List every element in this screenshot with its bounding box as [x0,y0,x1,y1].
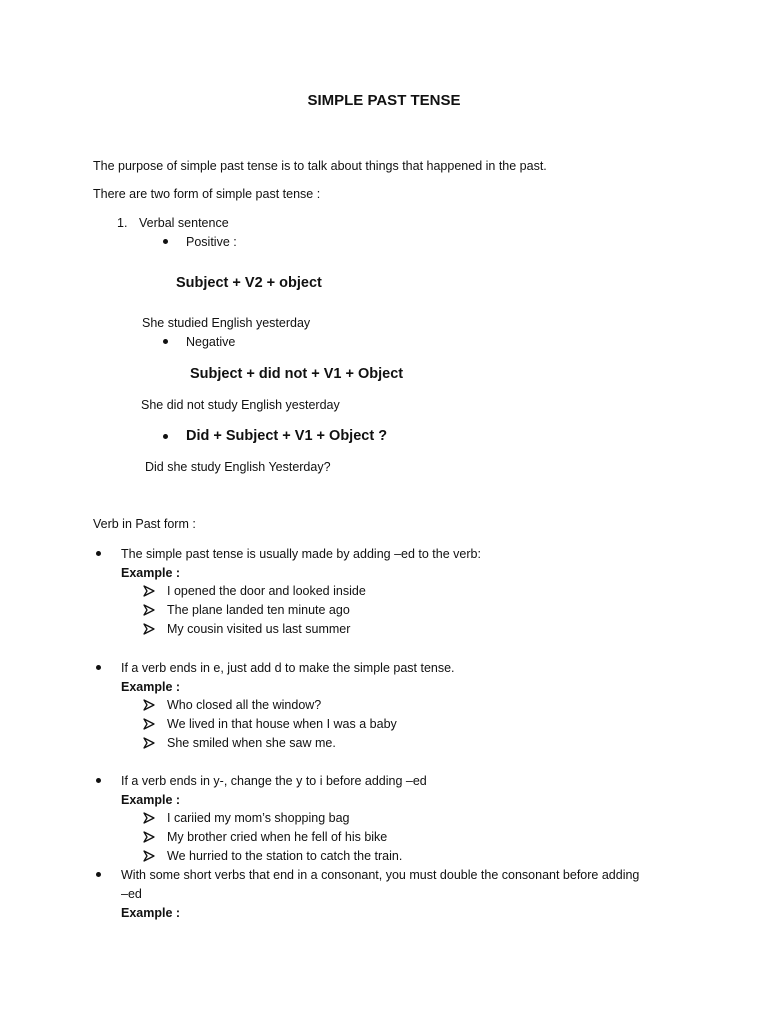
positive-example: She studied English yesterday [142,316,311,330]
arrow-bullet-icon [143,718,155,730]
arrow-bullet-icon [143,850,155,862]
bullet-icon [96,872,101,877]
bullet-icon [96,778,101,783]
negative-formula: Subject + did not + V1 + Object [190,366,404,382]
intro-forms: There are two form of simple past tense : [93,187,321,201]
bullet-icon [163,434,168,439]
verbal-sentence-label: Verbal sentence [139,216,229,230]
rule-text-continued: –ed [121,887,142,901]
arrow-bullet-icon [143,831,155,843]
arrow-bullet-icon [143,585,155,597]
positive-formula: Subject + V2 + object [176,275,322,291]
list-item: Who closed all the window? [167,698,322,712]
list-item: We hurried to the station to catch the train. [167,849,403,863]
intro-purpose: The purpose of simple past tense is to talk about things that happened in the past. [93,159,547,173]
arrow-bullet-icon [143,812,155,824]
rule-text: The simple past tense is usually made by adding –ed to the verb: [121,547,481,561]
arrow-bullet-icon [143,604,155,616]
list-item: I cariied my mom’s shopping bag [167,811,350,825]
example-label: Example : [121,906,181,920]
rule-text: If a verb ends in e, just add d to make the simple past tense. [121,661,455,675]
list-item: The plane landed ten minute ago [167,603,350,617]
negative-example: She did not study English yesterday [141,398,340,412]
example-label: Example : [121,566,181,580]
list-item: She smiled when she saw me. [167,736,336,750]
rule-text: If a verb ends in y-, change the y to i before adding –ed [121,774,427,788]
list-number: 1. [117,216,128,230]
list-item: We lived in that house when I was a baby [167,717,397,731]
bullet-icon [163,339,168,344]
bullet-icon [96,665,101,670]
page-title: SIMPLE PAST TENSE [307,92,461,109]
arrow-bullet-icon [143,623,155,635]
arrow-bullet-icon [143,737,155,749]
negative-label: Negative [186,335,236,349]
example-label: Example : [121,680,181,694]
question-example: Did she study English Yesterday? [145,460,331,474]
arrow-bullet-icon [143,699,155,711]
verb-past-heading: Verb in Past form : [93,517,196,531]
list-item: I opened the door and looked inside [167,584,366,598]
list-item: My brother cried when he fell of his bike [167,830,388,844]
example-label: Example : [121,793,181,807]
rule-text: With some short verbs that end in a consonant, you must double the consonant before adding [121,868,640,882]
bullet-icon [96,551,101,556]
bullet-icon [163,239,168,244]
list-item: My cousin visited us last summer [167,622,351,636]
question-formula: Did + Subject + V1 + Object ? [186,428,388,444]
positive-label: Positive : [186,235,237,249]
